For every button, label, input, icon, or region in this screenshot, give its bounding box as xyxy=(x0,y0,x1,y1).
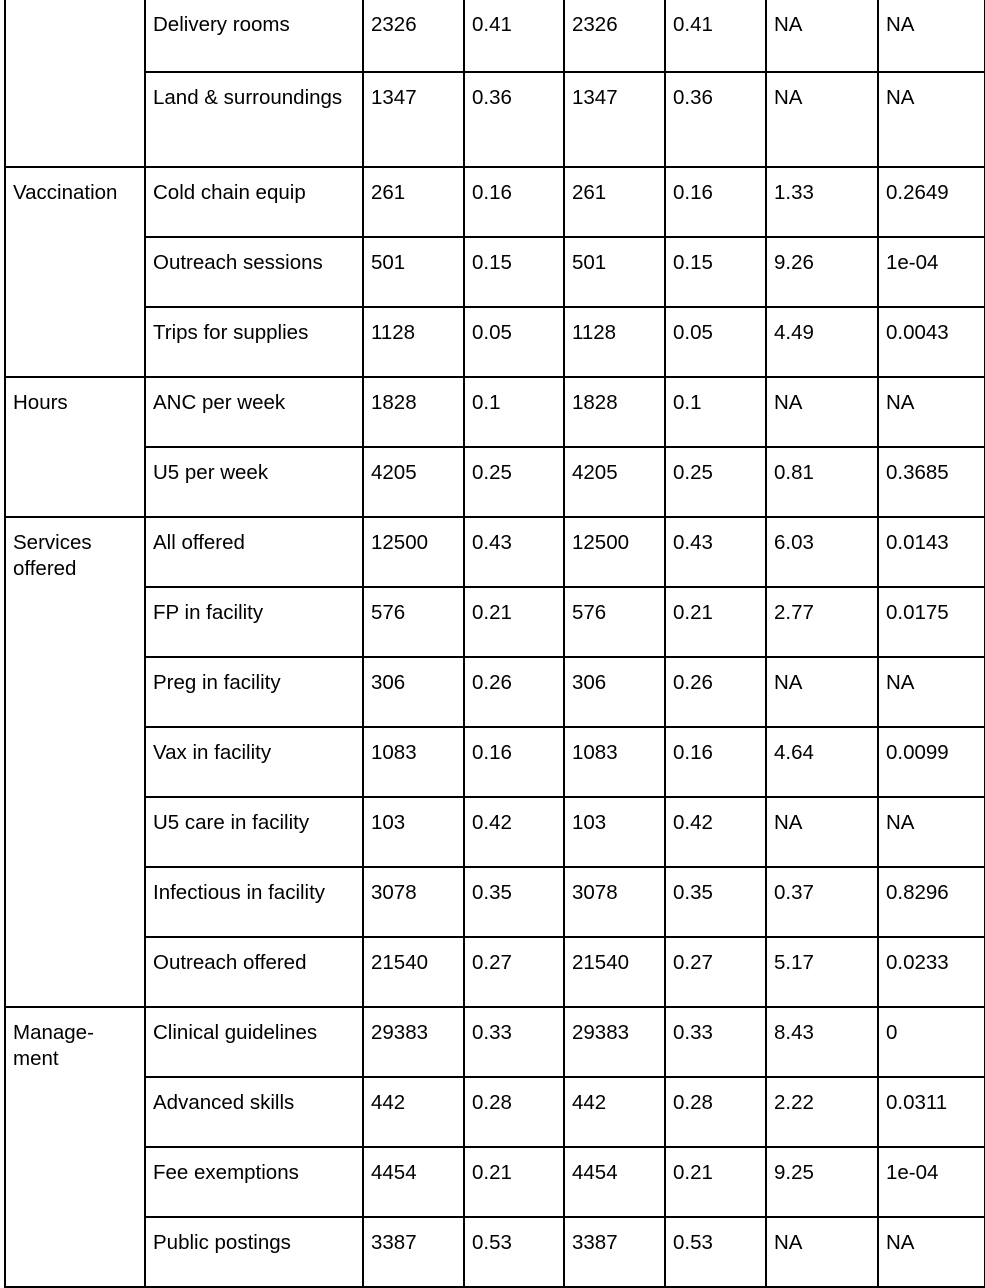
value-cell: 0.1 xyxy=(464,377,564,447)
value-cell: 576 xyxy=(564,587,665,657)
value-cell: 0.81 xyxy=(766,447,878,517)
value-cell: 0.21 xyxy=(665,587,766,657)
value-cell: 0.27 xyxy=(665,937,766,1007)
value-cell: 4454 xyxy=(564,1147,665,1217)
table-row xyxy=(5,797,985,867)
value-cell: 1e-04 xyxy=(878,1147,985,1217)
group-cell: Vaccination xyxy=(5,167,145,377)
value-cell: NA xyxy=(766,0,878,72)
value-cell: 0.27 xyxy=(464,937,564,1007)
value-cell: 1347 xyxy=(363,72,464,167)
row-label-cell: U5 per week xyxy=(145,447,363,517)
group-cell xyxy=(5,0,145,167)
value-cell: 3387 xyxy=(564,1217,665,1287)
value-cell: 0.41 xyxy=(665,0,766,72)
row-label-cell: ANC per week xyxy=(145,377,363,447)
value-cell: 12500 xyxy=(363,517,464,587)
value-cell: 0.41 xyxy=(464,0,564,72)
row-label-cell: Delivery rooms xyxy=(145,0,363,72)
value-cell: 0.43 xyxy=(464,517,564,587)
value-cell: NA xyxy=(878,72,985,167)
table-body xyxy=(5,0,985,1287)
value-cell: 0 xyxy=(878,1007,985,1077)
value-cell: 2.22 xyxy=(766,1077,878,1147)
group-cell: Manage- ment xyxy=(5,1007,145,1287)
value-cell: 0.25 xyxy=(464,447,564,517)
value-cell: 0.53 xyxy=(464,1217,564,1287)
row-label-cell: Vax in facility xyxy=(145,727,363,797)
value-cell: 12500 xyxy=(564,517,665,587)
table-row xyxy=(5,72,985,167)
row-label-cell: Clinical guidelines xyxy=(145,1007,363,1077)
row-label-cell: Infectious in facility xyxy=(145,867,363,937)
value-cell: 0.1 xyxy=(665,377,766,447)
value-cell: 1128 xyxy=(564,307,665,377)
value-cell: 4205 xyxy=(363,447,464,517)
table-row xyxy=(5,517,985,587)
value-cell: 2.77 xyxy=(766,587,878,657)
value-cell: 0.16 xyxy=(464,727,564,797)
value-cell: NA xyxy=(766,657,878,727)
value-cell: 261 xyxy=(363,167,464,237)
value-cell: 4.49 xyxy=(766,307,878,377)
row-label-cell: Trips for supplies xyxy=(145,307,363,377)
value-cell: 0.15 xyxy=(464,237,564,307)
value-cell: 0.8296 xyxy=(878,867,985,937)
value-cell: 0.15 xyxy=(665,237,766,307)
group-cell: Services offered xyxy=(5,517,145,1007)
value-cell: 442 xyxy=(363,1077,464,1147)
value-cell: 501 xyxy=(363,237,464,307)
row-label-cell: Fee exemptions xyxy=(145,1147,363,1217)
table-row xyxy=(5,937,985,1007)
value-cell: 0.42 xyxy=(464,797,564,867)
value-cell: 261 xyxy=(564,167,665,237)
value-cell: 1083 xyxy=(564,727,665,797)
table-row xyxy=(5,1007,985,1077)
value-cell: 0.33 xyxy=(464,1007,564,1077)
value-cell: 0.26 xyxy=(665,657,766,727)
table-row xyxy=(5,727,985,797)
value-cell: 0.21 xyxy=(665,1147,766,1217)
table-row xyxy=(5,307,985,377)
value-cell: 0.16 xyxy=(665,727,766,797)
value-cell: 0.33 xyxy=(665,1007,766,1077)
value-cell: NA xyxy=(878,0,985,72)
row-label-cell: U5 care in facility xyxy=(145,797,363,867)
value-cell: 0.21 xyxy=(464,1147,564,1217)
value-cell: 103 xyxy=(564,797,665,867)
value-cell: 2326 xyxy=(564,0,665,72)
value-cell: 1.33 xyxy=(766,167,878,237)
value-cell: 0.53 xyxy=(665,1217,766,1287)
value-cell: NA xyxy=(878,377,985,447)
table-row xyxy=(5,867,985,937)
value-cell: 501 xyxy=(564,237,665,307)
value-cell: 306 xyxy=(564,657,665,727)
table-row xyxy=(5,447,985,517)
value-cell: 3387 xyxy=(363,1217,464,1287)
value-cell: 0.2649 xyxy=(878,167,985,237)
table-row xyxy=(5,377,985,447)
value-cell: NA xyxy=(878,797,985,867)
row-label-cell: Outreach sessions xyxy=(145,237,363,307)
value-cell: NA xyxy=(878,657,985,727)
value-cell: NA xyxy=(766,1217,878,1287)
value-cell: 1828 xyxy=(363,377,464,447)
value-cell: 4205 xyxy=(564,447,665,517)
value-cell: 0.28 xyxy=(665,1077,766,1147)
value-cell: 1828 xyxy=(564,377,665,447)
value-cell: 0.35 xyxy=(665,867,766,937)
value-cell: 3078 xyxy=(564,867,665,937)
value-cell: 0.37 xyxy=(766,867,878,937)
value-cell: 306 xyxy=(363,657,464,727)
value-cell: 8.43 xyxy=(766,1007,878,1077)
value-cell: 4454 xyxy=(363,1147,464,1217)
value-cell: 1128 xyxy=(363,307,464,377)
value-cell: 103 xyxy=(363,797,464,867)
value-cell: 21540 xyxy=(363,937,464,1007)
value-cell: 0.16 xyxy=(665,167,766,237)
value-cell: 1347 xyxy=(564,72,665,167)
value-cell: 0.25 xyxy=(665,447,766,517)
value-cell: NA xyxy=(766,72,878,167)
value-cell: 0.0143 xyxy=(878,517,985,587)
row-label-cell: Cold chain equip xyxy=(145,167,363,237)
value-cell: 0.0175 xyxy=(878,587,985,657)
group-cell: Hours xyxy=(5,377,145,517)
value-cell: 0.0233 xyxy=(878,937,985,1007)
value-cell: 0.21 xyxy=(464,587,564,657)
data-table xyxy=(4,0,985,1288)
table-row xyxy=(5,657,985,727)
row-label-cell: Outreach offered xyxy=(145,937,363,1007)
value-cell: 0.3685 xyxy=(878,447,985,517)
table-row xyxy=(5,237,985,307)
value-cell: 9.26 xyxy=(766,237,878,307)
value-cell: 0.26 xyxy=(464,657,564,727)
value-cell: 0.28 xyxy=(464,1077,564,1147)
value-cell: 0.05 xyxy=(464,307,564,377)
value-cell: 0.0043 xyxy=(878,307,985,377)
value-cell: 21540 xyxy=(564,937,665,1007)
value-cell: 0.36 xyxy=(665,72,766,167)
value-cell: 29383 xyxy=(564,1007,665,1077)
value-cell: 0.05 xyxy=(665,307,766,377)
value-cell: NA xyxy=(766,797,878,867)
value-cell: 4.64 xyxy=(766,727,878,797)
row-label-cell: Public postings xyxy=(145,1217,363,1287)
value-cell: 29383 xyxy=(363,1007,464,1077)
row-label-cell: Advanced skills xyxy=(145,1077,363,1147)
row-label-cell: All offered xyxy=(145,517,363,587)
value-cell: 0.42 xyxy=(665,797,766,867)
value-cell: 0.43 xyxy=(665,517,766,587)
value-cell: 442 xyxy=(564,1077,665,1147)
row-label-cell: Land & surroundings xyxy=(145,72,363,167)
value-cell: 0.0311 xyxy=(878,1077,985,1147)
value-cell: 3078 xyxy=(363,867,464,937)
table-row xyxy=(5,1147,985,1217)
value-cell: 0.35 xyxy=(464,867,564,937)
value-cell: 2326 xyxy=(363,0,464,72)
row-label-cell: Preg in facility xyxy=(145,657,363,727)
table-row xyxy=(5,1217,985,1287)
value-cell: NA xyxy=(878,1217,985,1287)
value-cell: NA xyxy=(766,377,878,447)
value-cell: 0.0099 xyxy=(878,727,985,797)
table-row xyxy=(5,167,985,237)
value-cell: 0.16 xyxy=(464,167,564,237)
value-cell: 576 xyxy=(363,587,464,657)
value-cell: 0.36 xyxy=(464,72,564,167)
value-cell: 6.03 xyxy=(766,517,878,587)
value-cell: 1e-04 xyxy=(878,237,985,307)
table-row xyxy=(5,587,985,657)
table-row xyxy=(5,0,985,72)
value-cell: 1083 xyxy=(363,727,464,797)
table-row xyxy=(5,1077,985,1147)
value-cell: 5.17 xyxy=(766,937,878,1007)
value-cell: 9.25 xyxy=(766,1147,878,1217)
row-label-cell: FP in facility xyxy=(145,587,363,657)
